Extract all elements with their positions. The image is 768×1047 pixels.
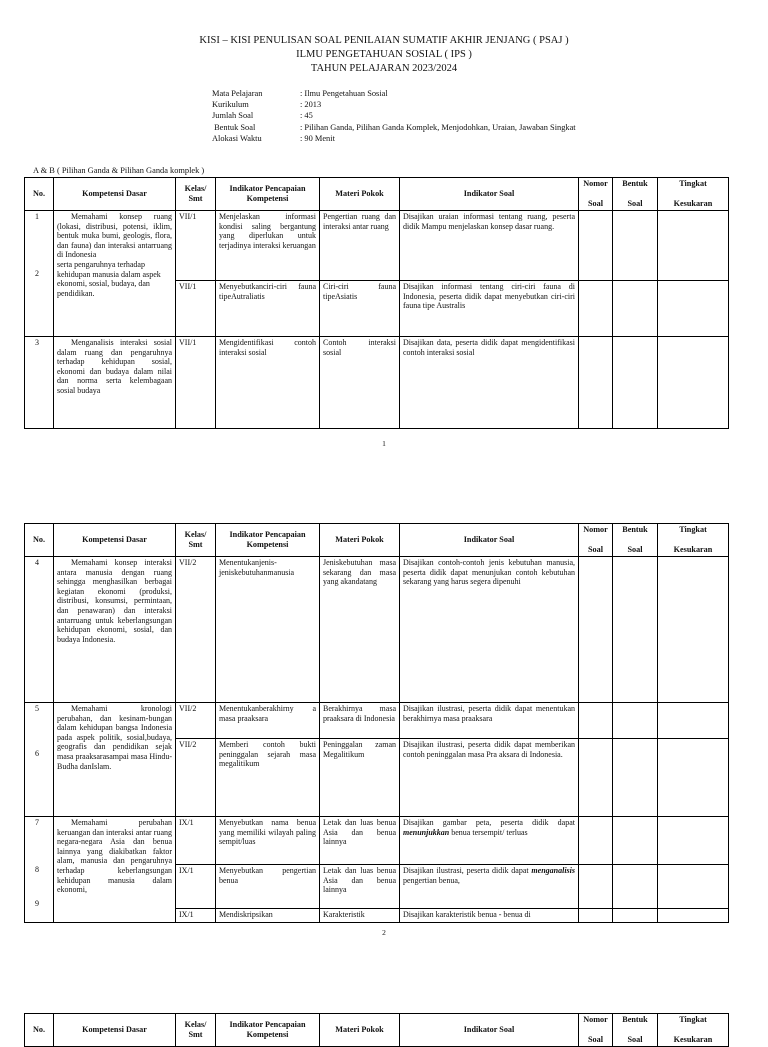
cell-no: [25, 211, 54, 337]
cell-indikator: Disajikan ilustrasi, peserta didik dapat menentukan berakhirnya masa praaksara: [400, 703, 579, 739]
col-header-materi: Materi Pokok: [320, 1014, 400, 1047]
cell-ipk: Memberi contoh bukti peninggalan sejarah masa megalitikum: [216, 739, 320, 817]
nomor-bottom: Soal: [587, 545, 604, 554]
kisi-table-page-2: [24, 523, 729, 923]
col-header-bentuk: [613, 178, 658, 211]
col-header-indikator: Indikator Soal: [400, 524, 579, 557]
cell-no: 3: [25, 337, 54, 429]
cell-ipk: Menyebutkan nama benua yang memiliki wilayah paling sempit/luas: [216, 817, 320, 865]
cell-bentuk: [613, 817, 658, 865]
table-header-row: [25, 178, 729, 211]
meta-value: : 90 Menit: [300, 133, 335, 143]
row-number: 9: [35, 899, 39, 908]
col-header-ipk: Indikator Pencapaian Kompetensi: [216, 1014, 320, 1047]
col-header-kd: Kompetensi Dasar: [54, 524, 176, 557]
cell-bentuk: [613, 703, 658, 739]
row-number: 6: [35, 749, 39, 758]
bentuk-bottom: Soal: [627, 545, 643, 554]
cell-no: [25, 817, 54, 923]
cell-materi: Jeniskebutuhan masa sekarang dan masa yang akandatang: [320, 557, 400, 703]
cell-kelas: VII/1: [176, 211, 216, 281]
cell-indikator: Disajikan karakteristik benua - benua di: [400, 909, 579, 923]
cell-tingkat: [658, 909, 729, 923]
cell-materi: Letak dan luas benua Asia dan benua lainnya: [320, 817, 400, 865]
cell-bentuk: [613, 211, 658, 281]
cell-kelas: VII/1: [176, 281, 216, 337]
cell-kd: Memahami perubahan keruangan dan interaksi antar ruang negara-negara Asia dan benua lainnya yang diakibatkan faktor alam, manusia dan pengaruhnya terhadap keberlangsungan kehidupan manusia dalam ekonomi,: [54, 817, 176, 923]
cell-nomor: [579, 865, 613, 909]
cell-materi: Karakteristik: [320, 909, 400, 923]
indikator-text: Disajikan gambar peta, peserta didik dapat: [403, 818, 575, 827]
table-row: [25, 557, 729, 703]
cell-materi: Contoh interaksi sosial: [320, 337, 400, 429]
tingkat-top: Tingkat: [679, 1015, 707, 1024]
title-line-2: ILMU PENGETAHUAN SOSIAL ( IPS ): [296, 49, 472, 60]
cell-materi: Letak dan luas benua Asia dan benua lainnya: [320, 865, 400, 909]
meta-label: Alokasi Waktu: [212, 133, 262, 143]
cell-tingkat: [658, 739, 729, 817]
col-header-tingkat: [658, 178, 729, 211]
col-header-no: No.: [25, 178, 54, 211]
cell-kelas: VII/2: [176, 703, 216, 739]
cell-kd: Memahami kronologi perubahan, dan kesinam-bungan dalam kehidupan bangsa Indonesia pada aspek politik, sosial,budaya, geografis dan pendidikan sejak masa praaksarasampai masa Hindu-Budha danIslam.: [54, 703, 176, 817]
indikator-text: benua tersempit/ terluas: [449, 827, 528, 837]
col-header-kelas: Kelas/ Smt: [176, 1014, 216, 1047]
cell-kelas: VII/2: [176, 739, 216, 817]
col-header-kd: Kompetensi Dasar: [54, 178, 176, 211]
meta-value: : Ilmu Pengetahuan Sosial: [300, 89, 388, 98]
nomor-top: Nomor: [583, 1015, 608, 1024]
kd-text: serta pengaruhnya terhadap kehidupan manusia dalam aspek ekonomi, sosial, budaya, dan pendidikan.: [57, 259, 161, 298]
row-number: 8: [35, 865, 39, 874]
table-header-row: [25, 524, 729, 557]
kisi-table-page-3: [24, 1013, 729, 1047]
meta-row: [212, 88, 576, 99]
indikator-emphasis: menganalisis: [531, 866, 575, 875]
section-label: A & B ( Pilihan Ganda & Pilihan Ganda komplek ): [33, 166, 205, 175]
indikator-text: pengertian benua,: [403, 875, 460, 885]
cell-ipk: Mendiskripsikan: [216, 909, 320, 923]
cell-bentuk: [613, 557, 658, 703]
meta-value: : 45: [300, 111, 313, 121]
cell-tingkat: [658, 557, 729, 703]
kd-text: Memahami konsep ruang (lokasi, distribusi, potensi, iklim, bentuk muka bumi, geologis, flora, dan fauna) dan interaksi antarruang di Indonesia: [57, 212, 172, 260]
cell-tingkat: [658, 337, 729, 429]
cell-ipk: Menyebutkan pengertian benua: [216, 865, 320, 909]
indikator-emphasis: menunjukkan: [403, 827, 450, 837]
bentuk-top: Bentuk: [622, 179, 648, 188]
nomor-top: Nomor: [583, 525, 608, 534]
table-row: [25, 817, 729, 865]
row-number: 7: [35, 818, 39, 827]
indikator-text: Disajikan ilustrasi, peserta didik dapat: [403, 866, 532, 875]
col-header-ipk: Indikator Pencapaian Kompetensi: [216, 524, 320, 557]
cell-nomor: [579, 337, 613, 429]
title-line-3: TAHUN PELAJARAN 2023/2024: [310, 63, 458, 74]
col-header-nomor: [579, 1014, 613, 1047]
cell-indikator: Disajikan uraian informasi tentang ruang, peserta didik Mampu menjelaskan konsep dasar ruang.: [400, 211, 579, 281]
col-header-nomor: [579, 524, 613, 557]
col-header-nomor: [579, 178, 613, 211]
cell-ipk: Mengidentifikasi contoh interaksi sosial: [216, 337, 320, 429]
bentuk-bottom: Soal: [627, 199, 643, 208]
cell-nomor: [579, 281, 613, 337]
col-header-kd: Kompetensi Dasar: [54, 1014, 176, 1047]
cell-indikator: Disajikan data, peserta didik dapat mengidentifikasi contoh interaksi sosial: [400, 337, 579, 429]
table-header-row: [25, 1014, 729, 1047]
cell-indikator: Disajikan contoh-contoh jenis kebutuhan manusia, peserta didik dapat menunjukan contoh kebutuhan sekarang yang harus segera dipenuhi: [400, 557, 579, 703]
cell-tingkat: [658, 281, 729, 337]
cell-no: [25, 703, 54, 817]
meta-value: : Pilihan Ganda, Pilihan Ganda Komplek, Menjodohkan, Uraian, Jawaban Singkat: [300, 122, 576, 132]
bentuk-bottom: Soal: [627, 1035, 643, 1044]
cell-tingkat: [658, 211, 729, 281]
cell-kelas: VII/2: [176, 557, 216, 703]
cell-kelas: IX/1: [176, 909, 216, 923]
cell-nomor: [579, 739, 613, 817]
cell-materi: Pengertian ruang dan interaksi antar ruang: [320, 211, 400, 281]
cell-tingkat: [658, 865, 729, 909]
cell-kd: Menganalisis interaksi sosial dalam ruang dan pengaruhnya terhadap kehidupan sosial, ekonomi dan budaya dalam nilai dan norma serta kelembagaan sosial budaya: [54, 337, 176, 429]
nomor-top: Nomor: [583, 179, 608, 188]
tingkat-top: Tingkat: [679, 179, 707, 188]
col-header-no: No.: [25, 1014, 54, 1047]
tingkat-top: Tingkat: [679, 525, 707, 534]
cell-no: 4: [25, 557, 54, 703]
meta-label: Kurikulum: [212, 100, 249, 110]
table-row: [25, 211, 729, 281]
kisi-table-page-1: [24, 177, 729, 429]
cell-nomor: [579, 817, 613, 865]
cell-indikator: Disajikan ilustrasi, peserta didik dapat memberikan contoh peninggalan masa Pra aksara di Indonesia.: [400, 739, 579, 817]
meta-label: Mata Pelajaran: [212, 89, 263, 98]
table-row: [25, 703, 729, 739]
cell-bentuk: [613, 337, 658, 429]
col-header-indikator: Indikator Soal: [400, 178, 579, 211]
cell-tingkat: [658, 817, 729, 865]
cell-bentuk: [613, 281, 658, 337]
cell-bentuk: [613, 909, 658, 923]
cell-bentuk: [613, 865, 658, 909]
meta-row: [212, 133, 576, 144]
tingkat-bottom: Kesukaran: [673, 545, 713, 554]
cell-nomor: [579, 557, 613, 703]
cell-bentuk: [613, 739, 658, 817]
cell-kelas: IX/1: [176, 817, 216, 865]
cell-kelas: VII/1: [176, 337, 216, 429]
row-number: 1: [35, 212, 39, 221]
cell-materi: Berakhirnya masa praaksara di Indonesia: [320, 703, 400, 739]
cell-nomor: [579, 909, 613, 923]
bentuk-top: Bentuk: [622, 1015, 648, 1024]
cell-ipk: Menentukanjenis-jeniskebutuhanmanusia: [216, 557, 320, 703]
meta-label: Bentuk Soal: [212, 122, 256, 132]
page-number: 2: [382, 928, 386, 937]
col-header-kelas: Kelas/ Smt: [176, 178, 216, 211]
meta-label: Jumlah Soal: [212, 111, 254, 121]
bentuk-top: Bentuk: [622, 525, 648, 534]
col-header-bentuk: [613, 1014, 658, 1047]
table-row: [25, 337, 729, 429]
cell-ipk: Menyebutkanciri-ciri fauna tipeAutraliatis: [216, 281, 320, 337]
document-meta: [212, 88, 576, 144]
row-number: 5: [35, 704, 39, 713]
document-title: [0, 34, 768, 76]
meta-row: [212, 110, 576, 121]
col-header-no: No.: [25, 524, 54, 557]
cell-nomor: [579, 703, 613, 739]
cell-nomor: [579, 211, 613, 281]
col-header-materi: Materi Pokok: [320, 178, 400, 211]
tingkat-bottom: Kesukaran: [673, 199, 713, 208]
col-header-ipk: Indikator Pencapaian Kompetensi: [216, 178, 320, 211]
tingkat-bottom: Kesukaran: [673, 1035, 713, 1044]
col-header-indikator: Indikator Soal: [400, 1014, 579, 1047]
col-header-kelas: Kelas/ Smt: [176, 524, 216, 557]
meta-row: [212, 122, 576, 133]
col-header-materi: Materi Pokok: [320, 524, 400, 557]
cell-indikator: [400, 817, 579, 865]
nomor-bottom: Soal: [587, 1035, 604, 1044]
col-header-tingkat: [658, 1014, 729, 1047]
cell-kelas: IX/1: [176, 865, 216, 909]
col-header-tingkat: [658, 524, 729, 557]
row-number: 2: [35, 269, 39, 278]
meta-row: [212, 99, 576, 110]
nomor-bottom: Soal: [587, 199, 604, 208]
cell-indikator: Disajikan informasi tentang ciri-ciri fauna di Indonesia, peserta didik dapat menyebutkan ciri-ciri fauna tipe Australis: [400, 281, 579, 337]
title-line-1: KISI – KISI PENULISAN SOAL PENILAIAN SUMATIF AKHIR JENJANG ( PSAJ ): [199, 35, 569, 46]
cell-indikator: [400, 865, 579, 909]
cell-kd: [54, 211, 176, 337]
cell-kd: Memahami konsep interaksi antara manusia dengan ruang sehingga menghasilkan berbagai kegiatan ekonomi (produksi, distribusi, konsumsi, permintaan, dan penawaran) dan interaksi antarruang untuk keberlangsungan kehidupan ekonomi, sosial, dan budaya Indonesia.: [54, 557, 176, 703]
cell-tingkat: [658, 703, 729, 739]
cell-materi: Peninggalan zaman Megalitikum: [320, 739, 400, 817]
cell-ipk: Menjelaskan informasi kondisi saling bergantung yang diperlukan untuk terjadinya interaksi keruangan: [216, 211, 320, 281]
page-number: 1: [382, 439, 386, 448]
cell-ipk: Menentukanberakhirny a masa praaksara: [216, 703, 320, 739]
col-header-bentuk: [613, 524, 658, 557]
meta-value: : 2013: [300, 100, 322, 110]
cell-materi: Ciri-ciri fauna tipeAsiatis: [320, 281, 400, 337]
